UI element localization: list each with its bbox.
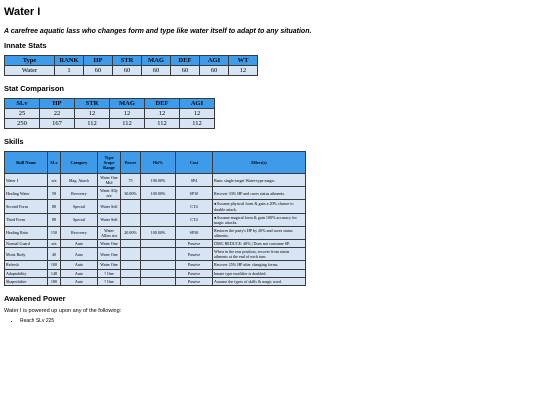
table-cell: 12 bbox=[180, 109, 214, 118]
table-cell: 112 bbox=[145, 119, 179, 128]
table-cell: 60 bbox=[200, 66, 228, 75]
innate-stats-table bbox=[4, 55, 258, 76]
table-cell: CT4 bbox=[176, 200, 212, 212]
header-cell: MAG bbox=[110, 99, 144, 108]
table-cell: 100.00% bbox=[141, 174, 175, 186]
skills-table-body bbox=[5, 174, 305, 285]
table-cell: Auto bbox=[61, 261, 97, 268]
table-cell: Water One bbox=[98, 248, 120, 260]
comparison-heading: Stat Comparison bbox=[4, 84, 65, 93]
header-cell: AGI bbox=[180, 99, 214, 108]
table-row bbox=[5, 227, 305, 239]
skill-effect-cell: Restores the party's HP by 20% and cures status ailments. bbox=[213, 227, 305, 239]
table-row bbox=[5, 200, 305, 212]
comparison-section bbox=[4, 84, 536, 129]
table-cell: 30.00% bbox=[121, 187, 140, 199]
table-cell: 88 bbox=[48, 200, 60, 212]
table-cell: 167 bbox=[40, 119, 74, 128]
table-cell bbox=[141, 261, 175, 268]
table-cell: 250 bbox=[5, 119, 39, 128]
table-cell: 25 bbox=[5, 109, 39, 118]
awakened-note: Water I is powered up upon any of the following: bbox=[4, 307, 122, 314]
table-cell: 112 bbox=[75, 119, 109, 128]
header-cell: WT bbox=[229, 56, 257, 65]
header-cell: Type Scope Range bbox=[98, 152, 120, 173]
table-cell: Recovery bbox=[61, 227, 97, 239]
table-cell: Auto bbox=[61, 240, 97, 247]
table-cell: Water One Mid bbox=[98, 174, 120, 186]
table-cell: 148 bbox=[48, 270, 60, 277]
table-cell bbox=[141, 270, 175, 277]
table-row bbox=[5, 261, 305, 268]
table-cell: Water bbox=[5, 66, 54, 75]
skill-effect-cell: Basic single-target Water-type magic. bbox=[213, 174, 305, 186]
table-row bbox=[5, 278, 305, 285]
skill-name-cell: Adaptability bbox=[5, 270, 47, 277]
skill-name-cell: Normal Guard bbox=[5, 240, 47, 247]
table-cell: Passive bbox=[176, 278, 212, 285]
skill-name-cell: Water I bbox=[5, 174, 47, 186]
table-cell: 100.00% bbox=[141, 227, 175, 239]
table-cell: Auto bbox=[61, 248, 97, 260]
table-cell: SP30 bbox=[176, 227, 212, 239]
table-row bbox=[5, 270, 305, 277]
header-cell: MAG bbox=[142, 56, 170, 65]
table-cell: n/a bbox=[48, 240, 60, 247]
table-cell: 60 bbox=[171, 66, 199, 75]
skills-heading: Skills bbox=[4, 137, 24, 146]
table-cell: Passive bbox=[176, 270, 212, 277]
table-cell: 60 bbox=[142, 66, 170, 75]
awakened-list bbox=[4, 318, 536, 324]
innate-heading: Innate Stats bbox=[4, 41, 47, 50]
table-header-row bbox=[5, 56, 257, 65]
table-cell: 12 bbox=[145, 109, 179, 118]
table-cell bbox=[121, 200, 140, 212]
table-row bbox=[5, 240, 305, 247]
header-cell: RANK bbox=[55, 56, 83, 65]
table-cell: Passive bbox=[176, 261, 212, 268]
table-header-row bbox=[5, 152, 305, 173]
table-cell: Water Allies n/a bbox=[98, 227, 120, 239]
table-cell: 88 bbox=[48, 214, 60, 226]
table-cell: SP4 bbox=[176, 174, 212, 186]
table-cell: Water One bbox=[98, 261, 120, 268]
header-cell: DEF bbox=[171, 56, 199, 65]
table-row bbox=[5, 248, 305, 260]
table-cell: Passive bbox=[176, 240, 212, 247]
table-cell bbox=[141, 248, 175, 260]
table-cell: Special bbox=[61, 200, 97, 212]
header-cell: Power bbox=[121, 152, 140, 173]
table-cell bbox=[121, 248, 140, 260]
skill-effect-cell: Recover 25% HP after changing forms. bbox=[213, 261, 305, 268]
skill-name-cell: Third Form bbox=[5, 214, 47, 226]
header-cell: Cost bbox=[176, 152, 212, 173]
table-cell: 12 bbox=[110, 109, 144, 118]
table-cell: 40 bbox=[48, 248, 60, 260]
table-cell: 22 bbox=[40, 109, 74, 118]
table-row bbox=[5, 214, 305, 226]
table-cell: Water One bbox=[98, 240, 120, 247]
table-cell: 1 bbox=[55, 66, 83, 75]
awakened-heading: Awakened Power bbox=[4, 293, 66, 303]
header-cell: Skill Name bbox=[5, 152, 47, 173]
table-cell bbox=[121, 240, 140, 247]
table-cell: 60 bbox=[113, 66, 141, 75]
table-cell: Water Ally n/a bbox=[98, 187, 120, 199]
page-title: Water I bbox=[4, 6, 41, 18]
table-cell: 12 bbox=[75, 109, 109, 118]
header-cell: HP bbox=[40, 99, 74, 108]
skill-effect-cell: Recover 33% HP and cures status ailments. bbox=[213, 187, 305, 199]
skill-name-cell: Healing Rain bbox=[5, 227, 47, 239]
skill-name-cell: Refresh bbox=[5, 261, 47, 268]
table-cell bbox=[141, 214, 175, 226]
header-cell: Effect(s) bbox=[213, 152, 305, 173]
header-cell: SLv bbox=[5, 99, 39, 108]
table-cell bbox=[121, 278, 140, 285]
awakened-section bbox=[4, 294, 536, 324]
skill-effect-cell: ●Assume magical form & gain 100% accuracy for magic attacks. bbox=[213, 214, 305, 226]
skill-effect-cell: DMG REDUCE: 40% | Does not consume SP. bbox=[213, 240, 305, 247]
header-cell: Type bbox=[5, 56, 54, 65]
table-row bbox=[5, 187, 305, 199]
skill-effect-cell: ●Assume physical form & gain a 20% chance to double attack. bbox=[213, 200, 305, 212]
table-cell: 58 bbox=[48, 187, 60, 199]
table-cell: 75 bbox=[121, 174, 140, 186]
table-cell: n/a bbox=[48, 174, 60, 186]
table-cell: 100 bbox=[48, 261, 60, 268]
table-cell: Mag. Attack bbox=[61, 174, 97, 186]
skills-table bbox=[4, 151, 306, 286]
table-cell bbox=[141, 240, 175, 247]
table-row bbox=[5, 109, 214, 118]
skills-section bbox=[4, 137, 536, 286]
table-cell: 100.00% bbox=[141, 187, 175, 199]
table-cell bbox=[141, 278, 175, 285]
table-cell: Recovery bbox=[61, 187, 97, 199]
table-cell: SP10 bbox=[176, 187, 212, 199]
skill-effect-cell: When in the rear position, recover from status ailments at the end of each turn. bbox=[213, 248, 305, 260]
header-cell: STR bbox=[75, 99, 109, 108]
header-cell: Hit% bbox=[141, 152, 175, 173]
table-header-row bbox=[5, 99, 214, 108]
table-row bbox=[5, 174, 305, 186]
table-cell: 180 bbox=[48, 278, 60, 285]
table-cell bbox=[121, 261, 140, 268]
table-cell: 60 bbox=[84, 66, 112, 75]
skill-effect-cell: Assume the types of skills & magic used. bbox=[213, 278, 305, 285]
skill-name-cell: Second Form bbox=[5, 200, 47, 212]
skill-name-cell: Moist Body bbox=[5, 248, 47, 260]
table-cell bbox=[121, 214, 140, 226]
stat-comparison-table bbox=[4, 98, 215, 129]
table-cell: ? One bbox=[98, 270, 120, 277]
table-cell: Water Self bbox=[98, 200, 120, 212]
table-cell: 112 bbox=[110, 119, 144, 128]
skill-name-cell: Healing Water bbox=[5, 187, 47, 199]
table-cell: 112 bbox=[180, 119, 214, 128]
table-cell bbox=[121, 270, 140, 277]
list-item: • Reach SLv 225 bbox=[20, 318, 536, 324]
table-cell: 150 bbox=[48, 227, 60, 239]
innate-section bbox=[4, 41, 536, 76]
header-cell: HP bbox=[84, 56, 112, 65]
table-row bbox=[5, 66, 257, 75]
table-cell: Special bbox=[61, 214, 97, 226]
table-row bbox=[5, 119, 214, 128]
table-cell: 12 bbox=[229, 66, 257, 75]
table-cell: Auto bbox=[61, 278, 97, 285]
tagline: A carefree aquatic lass who changes form and type like water itself to adapt to any situation. bbox=[4, 28, 312, 35]
header-cell: Category bbox=[61, 152, 97, 173]
table-cell: CT4 bbox=[176, 214, 212, 226]
table-cell: ? One bbox=[98, 278, 120, 285]
table-cell: 20.00% bbox=[121, 227, 140, 239]
header-cell: STR bbox=[113, 56, 141, 65]
header-cell: SLv bbox=[48, 152, 60, 173]
table-cell: Water Self bbox=[98, 214, 120, 226]
header-cell: AGI bbox=[200, 56, 228, 65]
table-cell bbox=[141, 200, 175, 212]
table-cell: Auto bbox=[61, 270, 97, 277]
header-cell: DEF bbox=[145, 99, 179, 108]
table-cell: Passive bbox=[176, 248, 212, 260]
skill-name-cell: Shapeshifter bbox=[5, 278, 47, 285]
skill-effect-cell: Innate type modifier is doubled. bbox=[213, 270, 305, 277]
